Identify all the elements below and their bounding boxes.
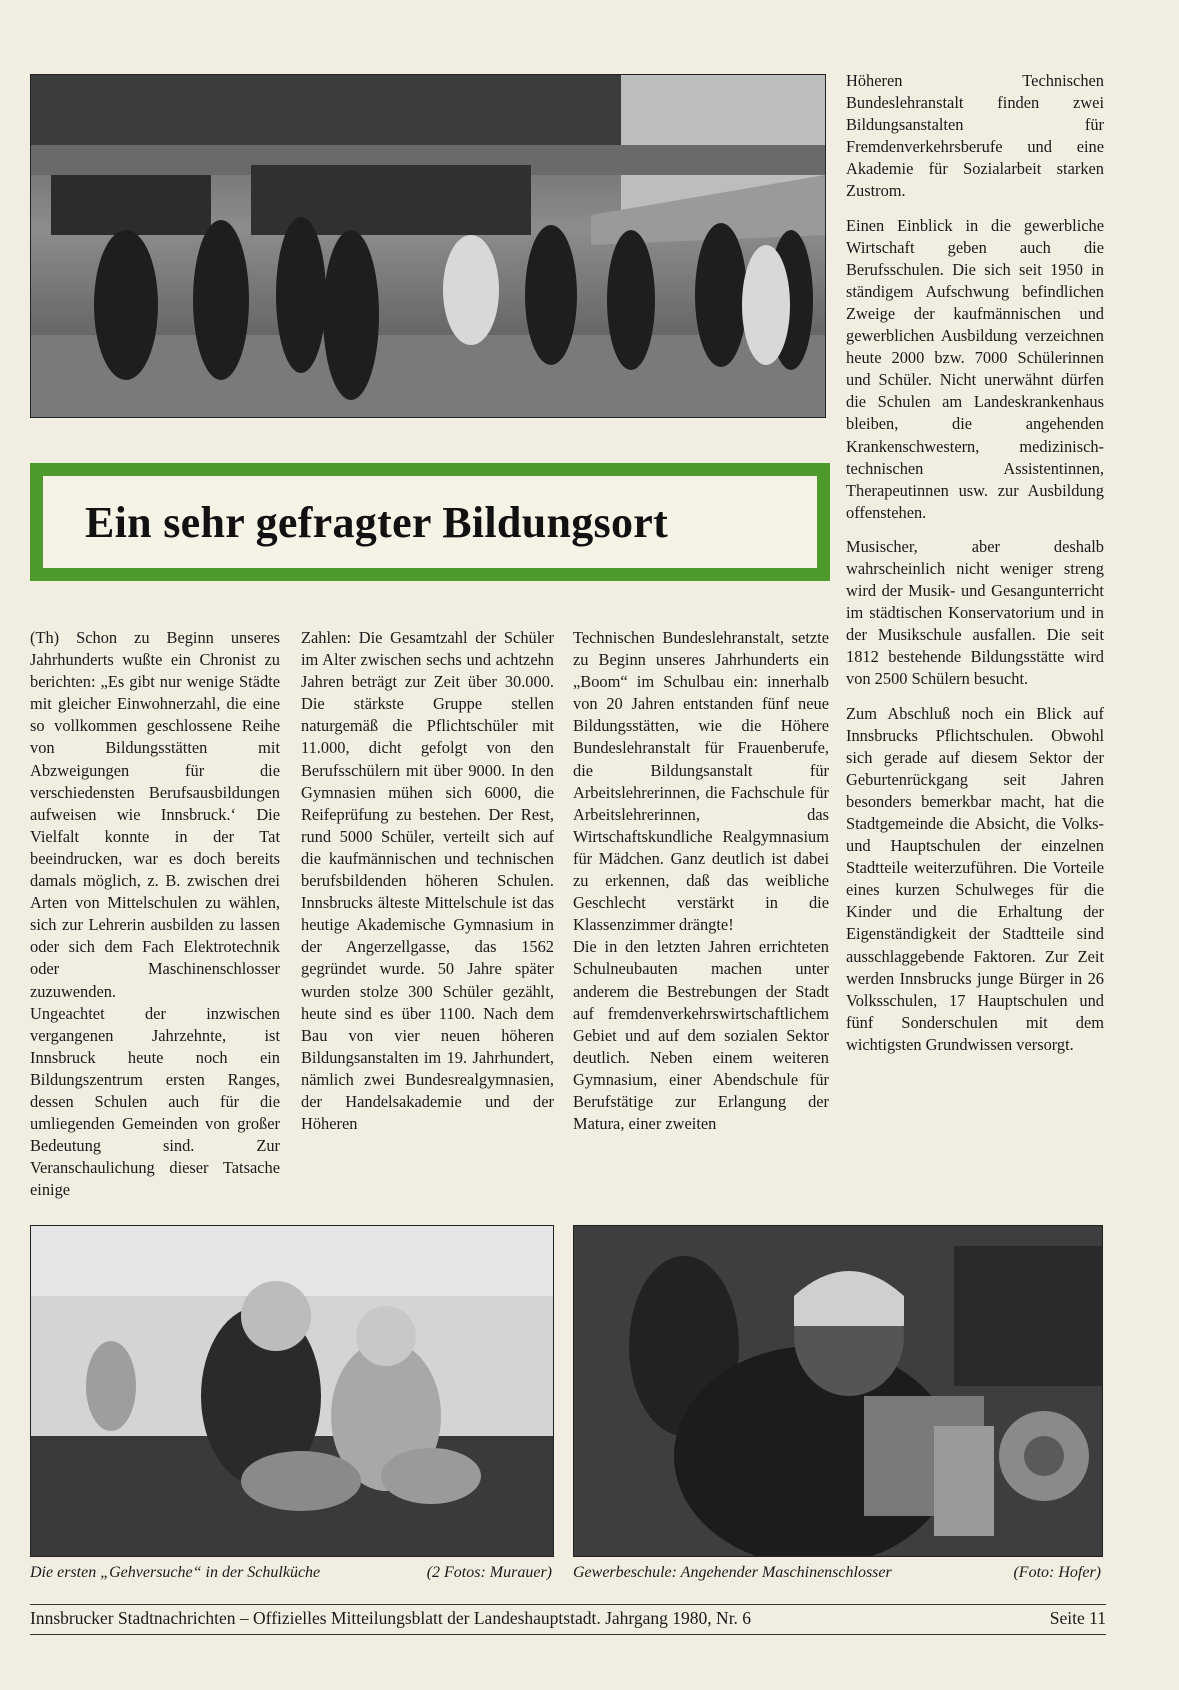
photo-machinist — [573, 1225, 1103, 1557]
caption-text: Die ersten „Gehversuche“ in der Schulküche — [30, 1564, 321, 1581]
article-column-2 — [301, 627, 554, 1135]
footer-rule-top — [30, 1604, 1106, 1605]
headline: Ein sehr gefragter Bildungsort — [85, 497, 669, 547]
paragraph: Technischen Bundeslehranstalt, setzte zu Beginn unseres Jahrhunderts ein „Boom“ im Schulbau ein: innerhalb von 20 Jahren entstanden fünf neue Bildungsstätten, wie die Höhere Bundeslehranstalt für Frauenberufe, die Bildungsanstalt für Arbeitslehrerinnen, die Fachschule für Arbeitslehrerinnen, das Wirtschaftskundliche Realgymnasium für Mädchen. Ganz deutlich ist dabei zu erkennen, daß das weibliche Geschlecht verstärkt in die Klassenzimmer drängte! — [573, 628, 829, 935]
article-column-3 — [573, 627, 829, 1135]
caption-kitchen — [30, 1564, 552, 1582]
headline-frame — [30, 463, 830, 581]
footer-publication: Innsbrucker Stadtnachrichten – Offizielles Mitteilungsblatt der Landeshauptstadt. Jahrgang 1980, Nr. 6 — [30, 1608, 752, 1628]
headline-box — [43, 476, 817, 568]
article-column-right — [846, 70, 1104, 1056]
footer-page-number: Seite 11 — [1049, 1608, 1106, 1628]
paragraph: Musischer, aber deshalb wahrscheinlich nicht weniger streng wird der Musik- und Gesangunterricht im städtischen Konservatorium und in der Musikschule ausfallen. Die seit 1812 bestehende Bildungsstätte wird von 2500 Schülern besucht. — [846, 536, 1104, 689]
paragraph: Zum Abschluß noch ein Blick auf Innsbrucks Pflichtschulen. Obwohl sich gerade auf diesem Sektor der Geburtenrückgang seit Jahren besonders bemerkbar macht, hat die Stadtgemeinde die Absicht, die Volks- und Hauptschulen der einzelnen Stadtteile weiterzuführen. Die Vorteile eines kurzen Schulweges für die Kinder und die Erhaltung der Eigenständigkeit der Stadtteile sind ausschlaggebende Faktoren. Zur Zeit werden Innsbrucks junge Bürger in 26 Volksschulen, 17 Hauptschulen und fünf Sonderschulen mit dem wichtigsten Grundwissen versorgt. — [846, 703, 1104, 1054]
photo-students-leaving-school — [30, 74, 826, 418]
paragraph: Einen Einblick in die gewerbliche Wirtschaft geben auch die Berufsschulen. Die sich seit 1950 in ständigem Aufschwung befindlichen Zweige der kaufmännischen und gewerblichen Ausbildung verzeichnen heute 2000 bzw. 7000 Schülerinnen und Schüler. Nicht unerwähnt dürfen die Schulen am Landeskrankenhaus bleiben, die angehenden Krankenschwestern, medizinisch-technischen Assistentinnen, Therapeutinnen usw. zur Ausbildung offenstehen. — [846, 215, 1104, 522]
paragraph: Höheren Technischen Bundeslehranstalt finden zwei Bildungsanstalten für Fremdenverkehrsberufe und eine Akademie für Sozialarbeit starken Zustrom. — [846, 71, 1104, 201]
footer-rule-bottom — [30, 1634, 1106, 1635]
paragraph: Zahlen: Die Gesamtzahl der Schüler im Alter zwischen sechs und achtzehn Jahren beträgt zur Zeit über 30.000. Die stärkste Gruppe stellen naturgemäß die Pflichtschüler mit 11.000, dicht gefolgt von den Berufsschülern mit über 9000. In den Gymnasien mühen sich 6000, die Reifeprüfung zu bestehen. Der Rest, rund 5000 Schüler, verteilt sich auf die kaufmännischen und technischen berufsbildenden höheren Schulen. Innsbrucks älteste Mittelschule ist das heutige Akademische Gymnasium in der Angerzellgasse, das 1562 gegründet wurde. 50 Jahre später wurden stolze 300 Schüler gezählt, heute sind es über 1100. Nach dem Bau von vier neuen höheren Bildungsanstalten im 19. Jahrhundert, nämlich zwei Bundesrealgymnasien, der Handelsakademie und der Höheren — [301, 628, 554, 1134]
paragraph: Die in den letzten Jahren errichteten Schulneubauten machen unter anderem die Bestrebungen der Stadt auf fremdenverkehrswirtschaftlichem Gebiet und auf dem sozialen Sektor deutlich. Neben einem weiteren Gymnasium, einer Abendschule für Berufstätige zur Erlangung der Matura, einer zweiten — [573, 937, 829, 1134]
caption-credit: (2 Fotos: Murauer) — [426, 1564, 552, 1581]
caption-machinist — [573, 1564, 1101, 1582]
photo-school-kitchen — [30, 1225, 554, 1557]
paragraph: Ungeachtet der inzwischen vergangenen Jahrzehnte, ist Innsbruck heute noch ein Bildungszentrum ersten Ranges, dessen Schulen auch für die umliegenden Gemeinden von großer Bedeutung sind. Zur Veranschaulichung dieser Tatsache einige — [30, 1003, 280, 1200]
paragraph: (Th) Schon zu Beginn unseres Jahrhunderts wußte ein Chronist zu berichten: „Es gibt nur wenige Städte mit gleicher Einwohnerzahl, die eine so vollkommen geschlossene Reihe von Bildungsstätten mit Abzweigungen für die verschiedensten Berufsausbildungen aufweisen wie Innsbruck.‘ Die Vielfalt konnte in der Tat beeindrucken, war es doch bereits damals möglich, z. B. zwischen drei Arten von Mittelschulen zu wählen, sich zur Lehrerin ausbilden zu lassen oder sich dem Fach Elektrotechnik oder Maschinenschlosser zuzuwenden. — [30, 628, 280, 1001]
page-footer — [30, 1608, 1106, 1629]
caption-text: Gewerbeschule: Angehender Maschinenschlosser — [573, 1564, 892, 1581]
article-column-1 — [30, 627, 280, 1201]
caption-credit: (Foto: Hofer) — [1013, 1564, 1101, 1581]
